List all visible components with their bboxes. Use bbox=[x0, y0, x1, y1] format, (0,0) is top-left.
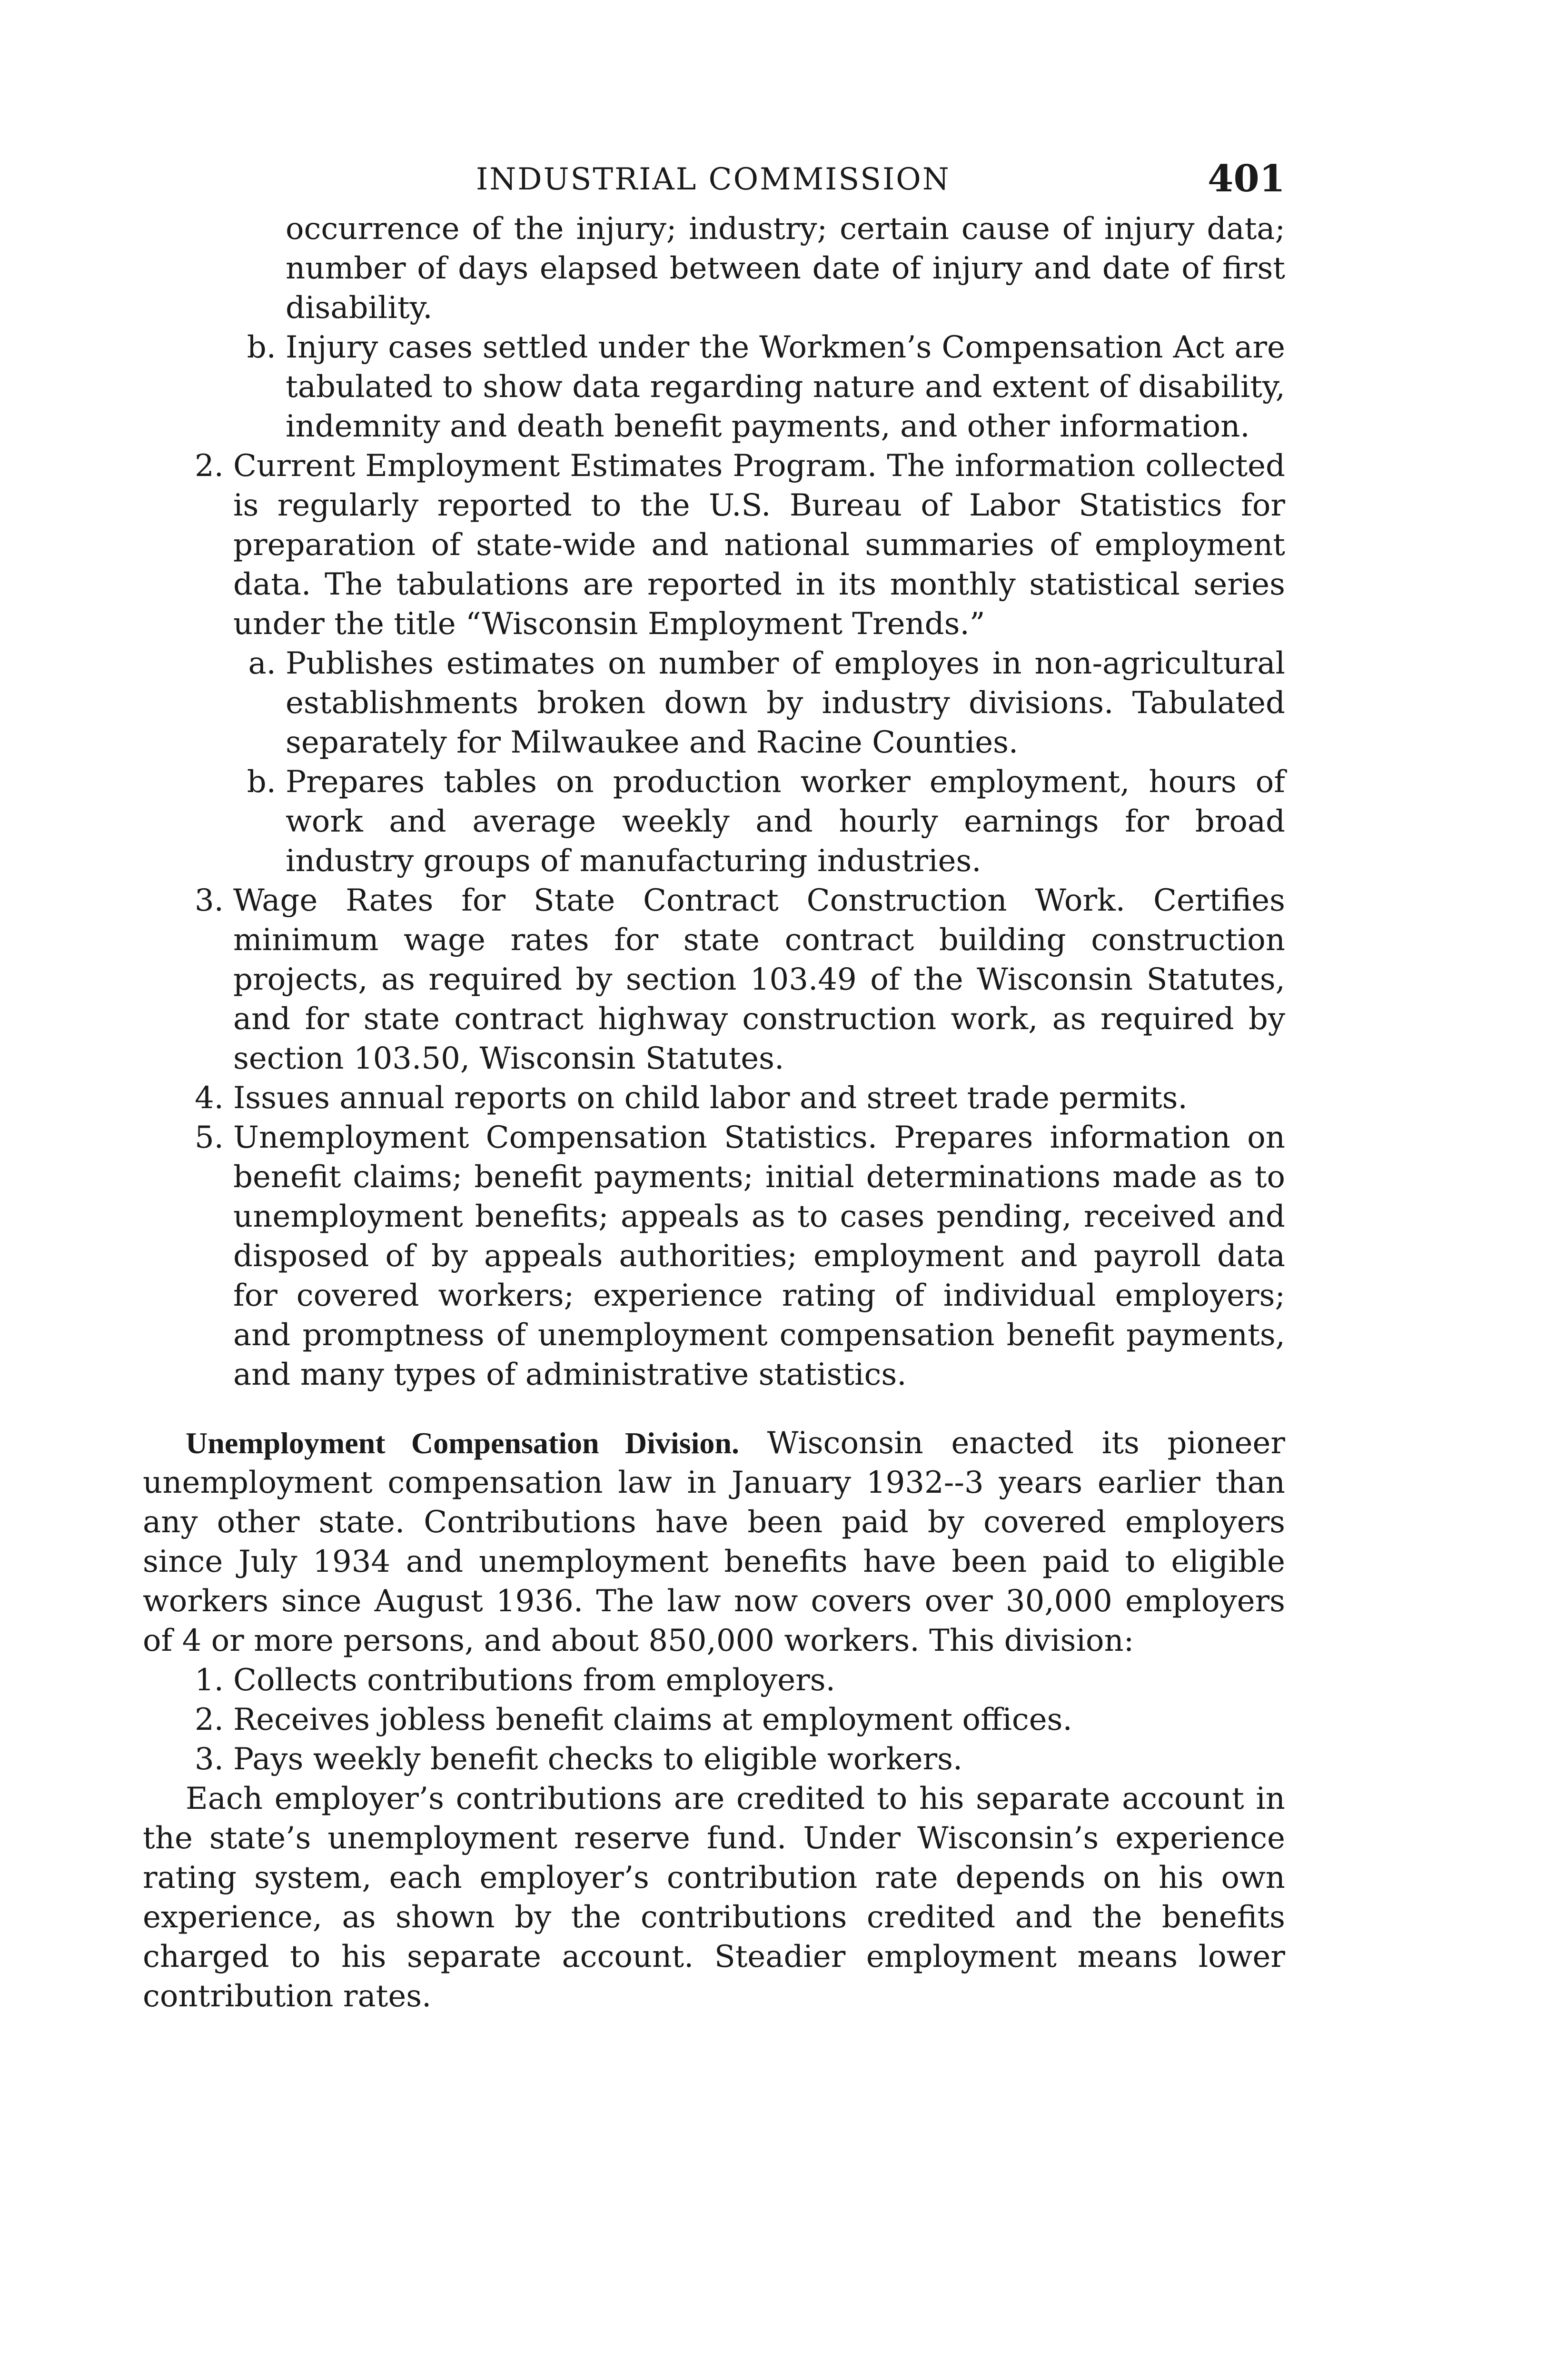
running-head: INDUSTRIAL COMMISSION bbox=[476, 162, 951, 197]
division-list-item-marker: 3. bbox=[194, 1742, 224, 1777]
body-text bbox=[143, 209, 1285, 2016]
division-list-item bbox=[143, 1740, 1285, 1779]
sub-list-item bbox=[143, 644, 1285, 763]
page-header bbox=[143, 157, 1285, 209]
uc-division-text: Wisconsin enacted its pioneer unemployment compensation law in January 1932--3 years earlier than any other state. Contributions have been paid by covered employers since July 1934 and unemployment benefits have been paid to eligible workers since August 1936. The law now covers over 30,000 employers of 4 or more persons, and about 850,000 workers. This division: bbox=[143, 1426, 1286, 1658]
uc-division-paragraph bbox=[143, 1423, 1285, 1661]
sub-list-item-marker: b. bbox=[247, 764, 276, 800]
list-item-text: Unemployment Compensation Statistics. Prepares information on benefit claims; benefit payments; initial determinations made as to unemployment benefits; appeals as to cases pending, received and disposed of by appeals authorities; employment and payroll data for covered workers; experience rating of individual employers; and promptness of unemployment compensation benefit payments, and many types of administrative statistics. bbox=[233, 1120, 1285, 1392]
page-number: 401 bbox=[1208, 157, 1285, 200]
list-item bbox=[143, 881, 1285, 1079]
division-list-item bbox=[143, 1700, 1285, 1740]
list-item-text: Current Employment Estimates Program. The information collected is regularly reported to the U.S. Bureau of Labor Statistics for preparation of state-wide and national summaries of employment data. The tabulations are reported in its monthly statistical series under the title “Wisconsin Employment Trends.” bbox=[233, 448, 1285, 642]
sub-list-item-text: Prepares tables on production worker employment, hours of work and average weekly and hourly earnings for broad industry groups of manufacturing industries. bbox=[286, 764, 1285, 879]
list-item-text: Wage Rates for State Contract Construction Work. Certifies minimum wage rates for state contract building construction projects, as required by section 103.49 of the Wisconsin Statutes, and for state contract highway construction work, as required by section 103.50, Wisconsin Statutes. bbox=[233, 883, 1285, 1076]
list-item-marker: 4. bbox=[194, 1081, 224, 1116]
list-item-marker: b. bbox=[247, 330, 276, 365]
division-list-item bbox=[143, 1661, 1285, 1700]
list-item-marker: 2. bbox=[194, 448, 224, 484]
sub-list-item-text: Publishes estimates on number of employes in non-agricultural establishments broken down by industry divisions. Tabulated separately for Milwaukee and Racine Counties. bbox=[286, 646, 1285, 760]
list-item-text: Issues annual reports on child labor and street trade permits. bbox=[233, 1081, 1188, 1116]
list-item-text: Injury cases settled under the Workmen’s Compensation Act are tabulated to show data regarding nature and extent of disability, indemnity and death benefit payments, and other information. bbox=[286, 330, 1285, 444]
division-list-item-marker: 1. bbox=[194, 1663, 224, 1698]
list-item bbox=[143, 1118, 1285, 1395]
sub-list-item-marker: a. bbox=[248, 646, 276, 681]
division-list-item-text: Pays weekly benefit checks to eligible workers. bbox=[233, 1742, 963, 1777]
document-page bbox=[143, 157, 1285, 2016]
continued-item-text: occurrence of the injury; industry; certain cause of injury data; number of days elapsed between date of injury and date of first disability. bbox=[286, 211, 1285, 326]
division-list-item-text: Receives jobless benefit claims at employment offices. bbox=[233, 1702, 1072, 1737]
list-item-marker: 5. bbox=[194, 1120, 224, 1155]
closing-paragraph: Each employer’s contributions are credited to his separate account in the state’s unemployment reserve fund. Under Wisconsin’s experience rating system, each employer’s contribution rate depends on his own experience, as shown by the contributions credited and the benefits charged to his separate account. Steadier employment means lower contribution rates. bbox=[143, 1781, 1285, 2014]
list-item bbox=[143, 328, 1285, 446]
uc-division-heading: Unemployment Compensation Division. bbox=[186, 1426, 739, 1460]
list-item-marker: 3. bbox=[194, 883, 224, 918]
division-list-item-marker: 2. bbox=[194, 1702, 224, 1737]
list-item bbox=[143, 1079, 1285, 1118]
division-list-item-text: Collects contributions from employers. bbox=[233, 1663, 835, 1698]
list-item bbox=[143, 446, 1285, 644]
sub-list-item bbox=[143, 763, 1285, 881]
